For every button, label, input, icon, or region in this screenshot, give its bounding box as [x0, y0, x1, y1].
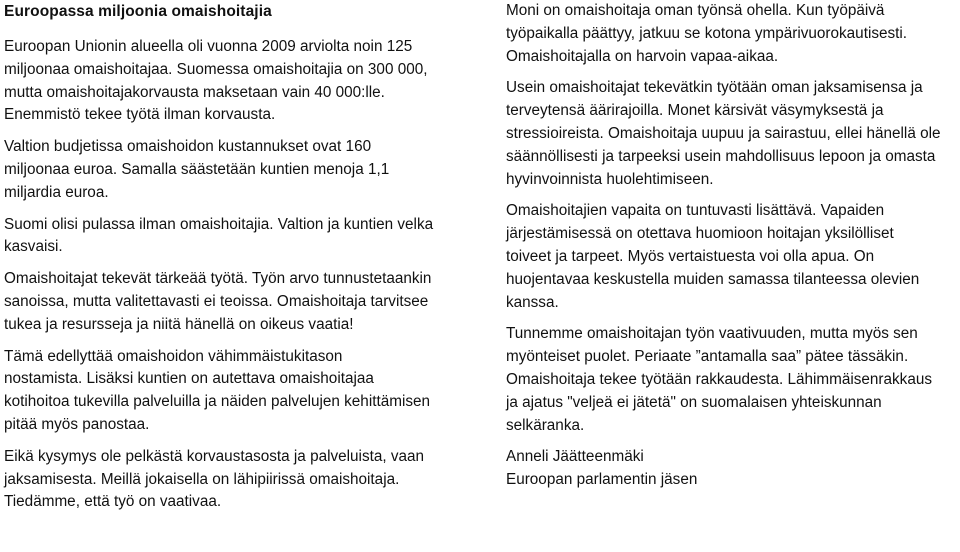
- text-line: sanoissa, mutta valitettavasti ei teoissa. Omaishoitaja tarvitsee: [4, 292, 429, 310]
- text-line: miljardia euroa.: [4, 183, 109, 201]
- paragraph-important-work: [4, 268, 470, 336]
- text-line: säännöllisesti ja tarpeeksi usein mahdollisuus lepoon ja omasta: [506, 147, 936, 165]
- author-signature: [506, 446, 958, 492]
- text-line: ja ajatus "veljeä ei jätetä" on suomalaisen yhteiskunnan: [506, 393, 882, 411]
- text-line: Eikä kysymys ole pelkästä korvaustasosta ja palveluista, vaan: [4, 447, 425, 465]
- paragraph-days-off: [506, 200, 958, 314]
- text-line: huojentavaa keskustella muiden samassa tilanteessa olevien: [506, 270, 920, 288]
- text-line: Suomi olisi pulassa ilman omaishoitajia. Valtion ja kuntien velka: [4, 215, 434, 233]
- text-line: Omaishoitajat tekevät tärkeää työtä. Työn arvo tunnustetaankin: [4, 270, 432, 288]
- paragraph-love: [506, 323, 958, 437]
- text-line: miljoonaa euroa. Samalla säästetään kuntien menoja 1,1: [4, 160, 390, 178]
- text-line: stressioireista. Omaishoitaja uupuu ja sairastuu, ellei hänellä ole: [506, 124, 941, 142]
- paragraph-exhaustion: [506, 77, 958, 191]
- text-line: myönteiset puolet. Periaate ”antamalla saa” pätee tässäkin.: [506, 348, 909, 366]
- text-line: jaksamisesta. Meillä jokaisella on lähipiirissä omaishoitaja.: [4, 470, 400, 488]
- text-line: kanssa.: [506, 293, 559, 311]
- text-line: hyvinvoinnista huolehtimiseen.: [506, 170, 714, 188]
- text-line: mutta omaishoitajakorvausta maksetaan vain 40 000:lle.: [4, 83, 385, 101]
- text-line: selkäranka.: [506, 416, 585, 434]
- text-line: miljoonaa omaishoitajaa. Suomessa omaishoitajia on 300 000,: [4, 60, 428, 78]
- paragraph-finland-trouble: [4, 214, 470, 260]
- text-line: kasvaisi.: [4, 238, 63, 256]
- text-line: toiveet ja tarpeet. Myös vertaistuesta voi olla apua. On: [506, 247, 875, 265]
- text-line: terveytensä äärirajoilla. Monet kärsivät väsymyksestä ja: [506, 102, 884, 120]
- author-name: Anneli Jäätteenmäki: [506, 448, 644, 466]
- paragraph-coping: [4, 446, 470, 514]
- text-line: Tämä edellyttää omaishoidon vähimmäistukitason: [4, 347, 343, 365]
- right-column: [506, 0, 958, 492]
- text-line: työpaikalla päättyy, jatkuu se kotona ympärivuorokautisesti.: [506, 24, 908, 42]
- text-line: tukea ja resursseja ja niitä hänellä on oikeus vaatia!: [4, 315, 354, 333]
- text-line: Omaishoitajalla on harvoin vapaa-aikaa.: [506, 47, 779, 65]
- text-line: pitää myös panostaa.: [4, 415, 150, 433]
- article-title: Euroopassa miljoonia omaishoitajia: [4, 3, 272, 20]
- text-line: järjestämisessä on otettava huomioon hoitajan yksilölliset: [506, 225, 894, 243]
- paragraph-state-budget: [4, 136, 470, 204]
- left-column: [4, 0, 470, 514]
- paragraph-minimum-support: [4, 346, 470, 437]
- text-line: Valtion budjetissa omaishoidon kustannukset ovat 160: [4, 138, 372, 156]
- author-role: Euroopan parlamentin jäsen: [506, 471, 698, 489]
- paragraph-alongside-work: [506, 0, 958, 68]
- text-line: Tiedämme, että työ on vaativaa.: [4, 493, 222, 511]
- text-line: Omaishoitajien vapaita on tuntuvasti lisättävä. Vapaiden: [506, 202, 885, 220]
- text-line: nostamista. Lisäksi kuntien on autettava omaishoitajaa: [4, 370, 374, 388]
- text-line: Tunnemme omaishoitajan työn vaativuuden, mutta myös sen: [506, 325, 918, 343]
- text-line: Omaishoitaja tekee työtään rakkaudesta. Lähimmäisenrakkaus: [506, 370, 932, 388]
- text-line: Usein omaishoitajat tekevätkin työtään oman jaksamisensa ja: [506, 79, 923, 97]
- text-line: Euroopan Unionin alueella oli vuonna 2009 arviolta noin 125: [4, 38, 413, 55]
- text-line: Moni on omaishoitaja oman työnsä ohella. Kun työpäivä: [506, 2, 885, 19]
- text-line: Enemmistö tekee työtä ilman korvausta.: [4, 106, 276, 124]
- paragraph-eu-statistics: [4, 36, 470, 127]
- text-line: kotihoitoa tukevilla palveluilla ja näiden palvelujen kehittämisen: [4, 393, 431, 411]
